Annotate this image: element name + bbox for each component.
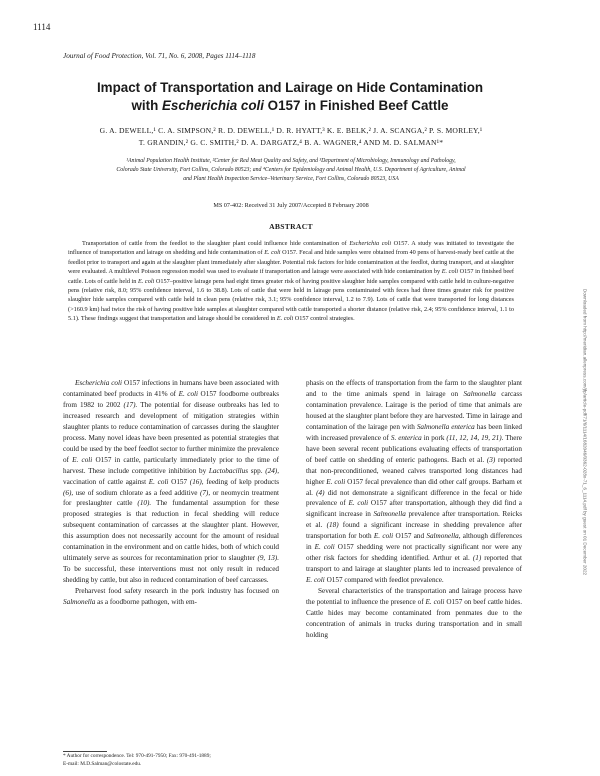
correspondence-footnote: * Author for correspondence. Tel: 970-491-7950; Fax: 970-491-1889; E-mail: M.D.Salman@colostate.edu. bbox=[63, 753, 211, 768]
abstract-text: Transportation of cattle from the feedlot to the slaughter plant could influence hide contamination of Escherichia coli O157. A study was initiated to investigate the influence of transportation and lairage on shedding and hide contamination of E. coli O157. Fecal and hide samples were obtained from 40 pens of harvest-ready beef cattle at the feedlot prior to transport and again at the slaughter plant immediately after slaughter. Potential risk factors for hide contamination at the feedlot, during transport, and at slaughter were evaluated. A multilevel Poisson regression model was used to evaluate if transportation and lairage were associated with hide contamination by E. coli O157 in finished beef cattle. Lots of cattle held in E. coli O157–positive lairage pens had eight times greater risk of having positive slaughter hide samples compared with cattle held in culture-negative pens (relative risk, 8.0; 95% confidence interval, 1.6 to 38.8). Lots of cattle that were held in lairage pens contaminated with feces had three times greater risk for positive slaughter hide samples compared with cattle held in clean pens (relative risk, 3.1; 95% confidence interval, 1.2 to 7.9). Lots of cattle that were transported for long distances (>160.9 km) had twice the risk of having positive hide samples at slaughter compared with cattle transported a shorter distance (relative risk, 2.4; 95% confidence interval, 1.1 to 5.1). These findings suggest that transportation and lairage should be considered in E. coli O157 control strategies. bbox=[68, 240, 514, 323]
paragraph: phasis on the effects of transportation from the farm to the slaughter plant and to the time animals spend in lairage on Salmonella carcass contamination prevalence. Lairage is the period of time that animals are housed at the slaughter plant before they are harvested. Time in lairage and contamination of the lairage pen with Salmonella enterica has been linked with increased prevalence of S. enterica in pork (11, 12, 14, 19, 21). There have been several recent publications evaluating effects of transportation of beef cattle on shedding of enteric pathogens. Bach et al. (3) reported that non-preconditioned, weaned calves transported long distances had higher E. coli O157 fecal prevalence than did other calf groups. Barham et al. (4) did not demonstrate a significant difference in the fecal or hide prevalence of E. coli O157 after transportation, although they did find a significant increase in Salmonella prevalence after transportation. Reicks et al. (18) found a significant increase in shedding prevalence after transportation for both E. coli O157 and Salmonella, although differences in E. coli O157 shedding were not practically significant nor were any other risk factors for shedding identified. Arthur et al. (1) reported that transport to and lairage at slaughter plants led to increased prevalence of E. coli O157 compared with feedlot prevalence. bbox=[306, 379, 523, 585]
page-number: 1114 bbox=[33, 22, 51, 32]
paragraph: Preharvest food safety research in the pork industry has focused on Salmonella as a foodborne pathogen, with em- bbox=[63, 587, 279, 607]
body-column-left bbox=[63, 378, 279, 608]
paragraph: Several characteristics of the transportation and lairage process have the potential to influence the presence of E. coli O157 on beef cattle hides. Cattle hides may become contaminated from penmates due to the concentration of animals in trucks during transportation and in small holding bbox=[306, 587, 523, 639]
article-title: Impact of Transportation and Lairage on Hide Contamination with Escherichia coli O157 in Finished Beef Cattle bbox=[96, 80, 484, 113]
body-column-right bbox=[306, 378, 522, 641]
affiliations: ¹Animal Population Health Institute, ²Center for Red Meat Quality and Safety, and ³Department of Microbiology, Immunology and Pathology, Colorado State University, Fort Collins, Colorado 80523; and ⁴Centers for Epidemiology and Animal Health, U.S. Department of Agriculture, Animal and Plant Health Inspection Service–Veterinary Service, Fort Collins, Colorado 80523, USA bbox=[116, 158, 466, 182]
author-list: G. A. DEWELL,¹ C. A. SIMPSON,² R. D. DEWELL,¹ D. R. HYATT,³ K. E. BELK,² J. A. SCANGA,² P. S. MORLEY,¹ T. GRANDIN,² G. C. SMITH,² D. A. DARGATZ,⁴ B. A. WAGNER,⁴ AND M. D. SALMAN¹* bbox=[99, 126, 483, 147]
manuscript-dates: MS 07-402: Received 31 July 2007/Accepted 8 February 2008 bbox=[213, 202, 369, 209]
journal-citation: Journal of Food Protection, Vol. 71, No. 6, 2008, Pages 1114–1118 bbox=[63, 52, 256, 60]
abstract-heading: ABSTRACT bbox=[269, 222, 313, 231]
paragraph: Escherichia coli O157 infections in humans have been associated with contaminated beef products in 41% of E. coli O157 foodborne outbreaks from 1982 to 2002 (17). The potential for disease outbreaks has led to increased research and development of mitigation strategies within slaughter plants to reduce contamination of carcasses during the slaughter process. Many novel ideas have been presented as potential strategies that could be used by the beef feedlot sector to further minimize the prevalence of E. coli O157 in cattle, particularly immediately prior to the time of harvest. These include competitive inhibition by Lactobacillus spp. (24), vaccination of cattle against E. coli O157 (16), feeding of kelp products (6), use of sodium chlorate as a feed additive (7), or neomycin treatment for preslaughter cattle (10). The fundamental assumption for these proposed strategies is that reduction in fecal shedding will reduce subsequent contamination of carcasses at the slaughter plant. However, this assumption does not necessarily account for the amount of residual contamination in the environment and on cattle hides, both of which could ultimately serve as sources for recontamination prior to slaughter (9, 13). To be successful, these interventions must not only result in reduced shedding by cattle, but also in reduced contamination of beef carcasses. bbox=[63, 379, 280, 585]
